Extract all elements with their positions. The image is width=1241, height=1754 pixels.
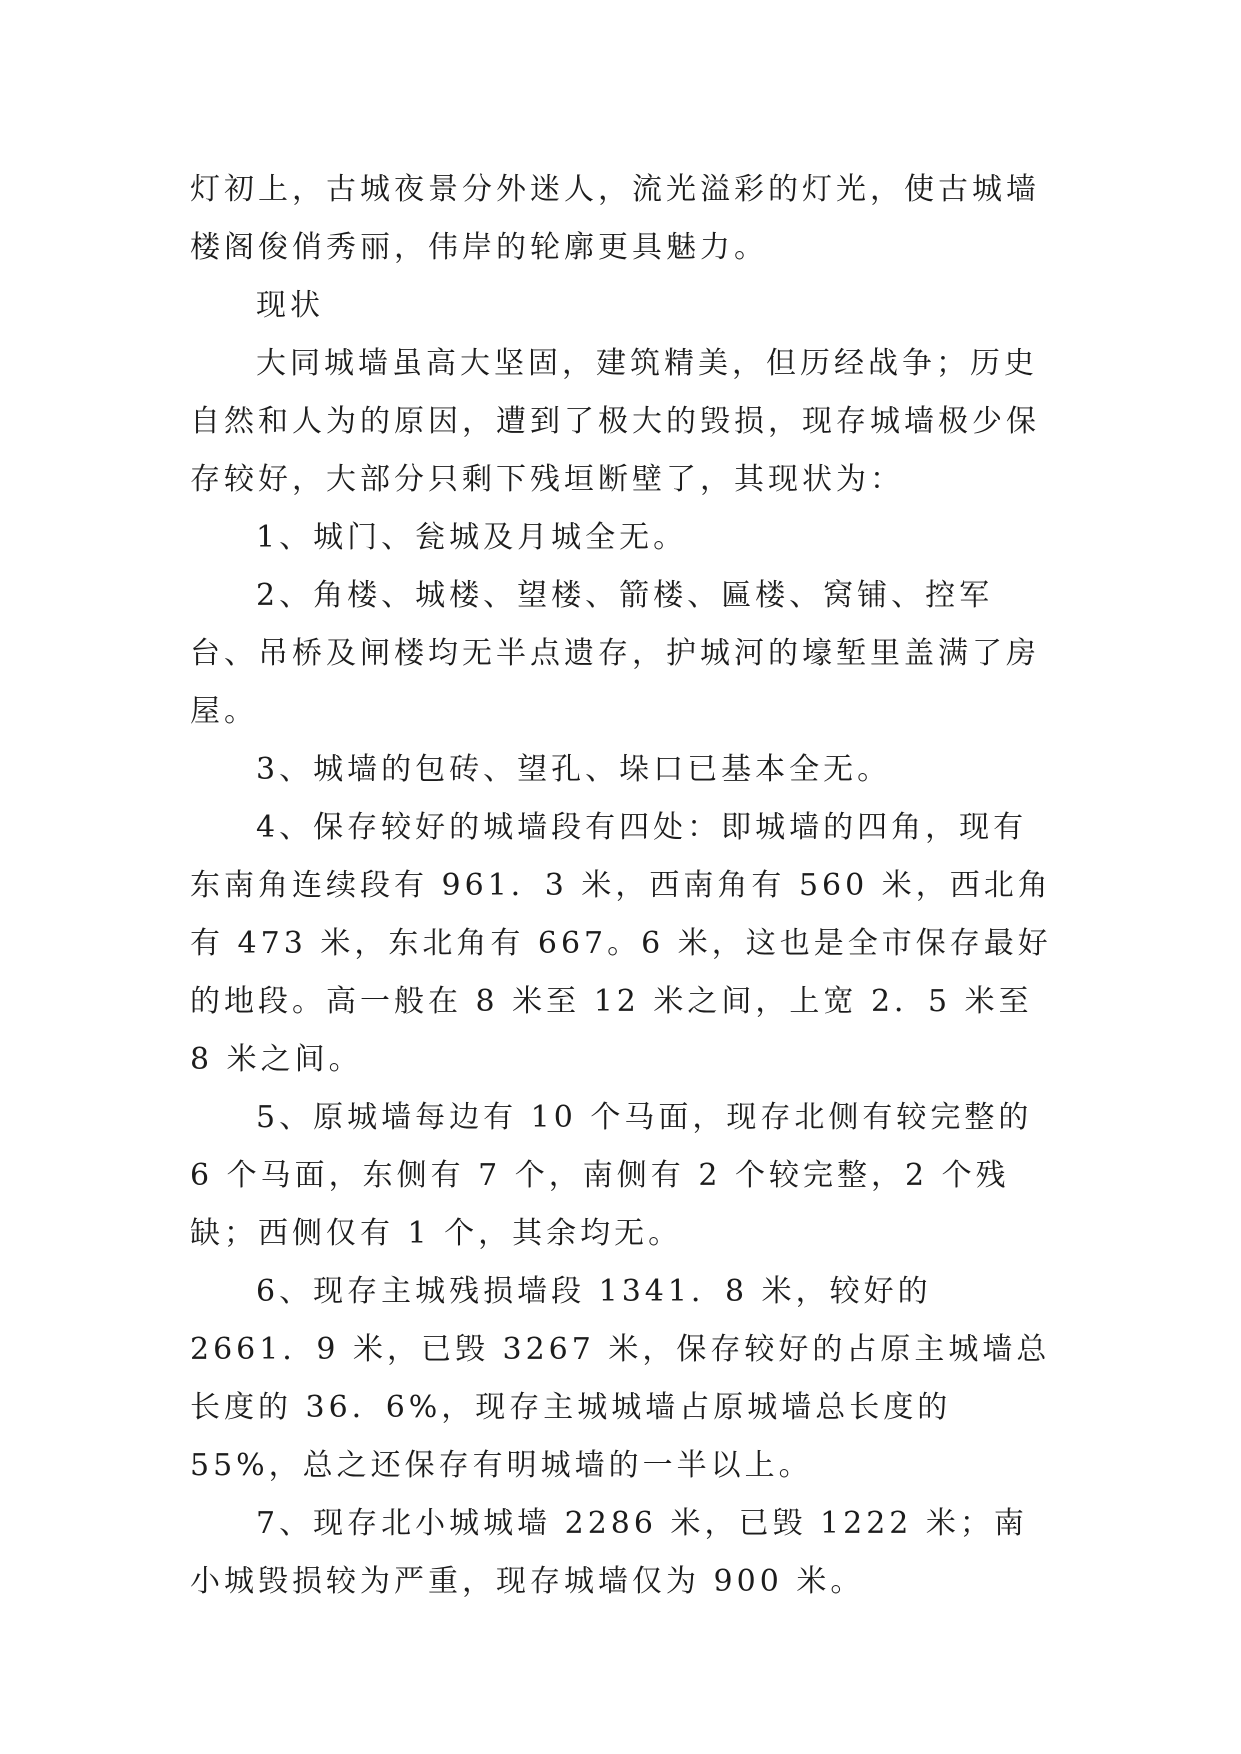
list-item-7: 7、现存北小城城墙 2286 米，已毁 1222 米；南小城毁损较为严重，现存城墙仅为 900 米。	[190, 1506, 1028, 1599]
list-item-4: 4、保存较好的城墙段有四处：即城墙的四角，现有东南角连续段有 961．3 米，西南角有 560 米，西北角有 473 米，东北角有 667。6 米，这也是全市保存最好的地段。高一般在 8 米至 12 米之间，上宽 2．5 米至 8 米之间。	[190, 810, 1052, 1077]
paragraph-intro: 大同城墙虽高大坚固，建筑精美，但历经战争；历史自然和人为的原因，遭到了极大的毁损，现存城墙极少保存较好，大部分只剩下残垣断壁了，其现状为：	[190, 346, 1040, 497]
list-item-2: 2、角楼、城楼、望楼、箭楼、匾楼、窝铺、控军台、吊桥及闸楼均无半点遗存，护城河的壕堑里盖满了房屋。	[190, 578, 1040, 729]
list-item-3: 3、城墙的包砖、望孔、垛口已基本全无。	[256, 752, 892, 787]
list-item-1: 1、城门、瓮城及月城全无。	[256, 520, 688, 555]
section-heading-status: 现状	[256, 288, 324, 323]
list-item-6: 6、现存主城残损墙段 1341．8 米，较好的 2661．9 米，已毁 3267 米，保存较好的占原主城墙总长度的 36．6%，现存主城城墙占原城墙总长度的 55%，总之还保存有明城墙的一半以上。	[190, 1274, 1051, 1483]
list-item-5: 5、原城墙每边有 10 个马面，现存北侧有较完整的 6 个马面，东侧有 7 个，南侧有 2 个较完整，2 个残缺；西侧仅有 1 个，其余均无。	[190, 1100, 1033, 1251]
document-body	[190, 161, 1060, 1611]
paragraph-continuation: 灯初上，古城夜景分外迷人，流光溢彩的灯光，使古城墙楼阁俊俏秀丽，伟岸的轮廓更具魅力。	[190, 172, 1040, 265]
